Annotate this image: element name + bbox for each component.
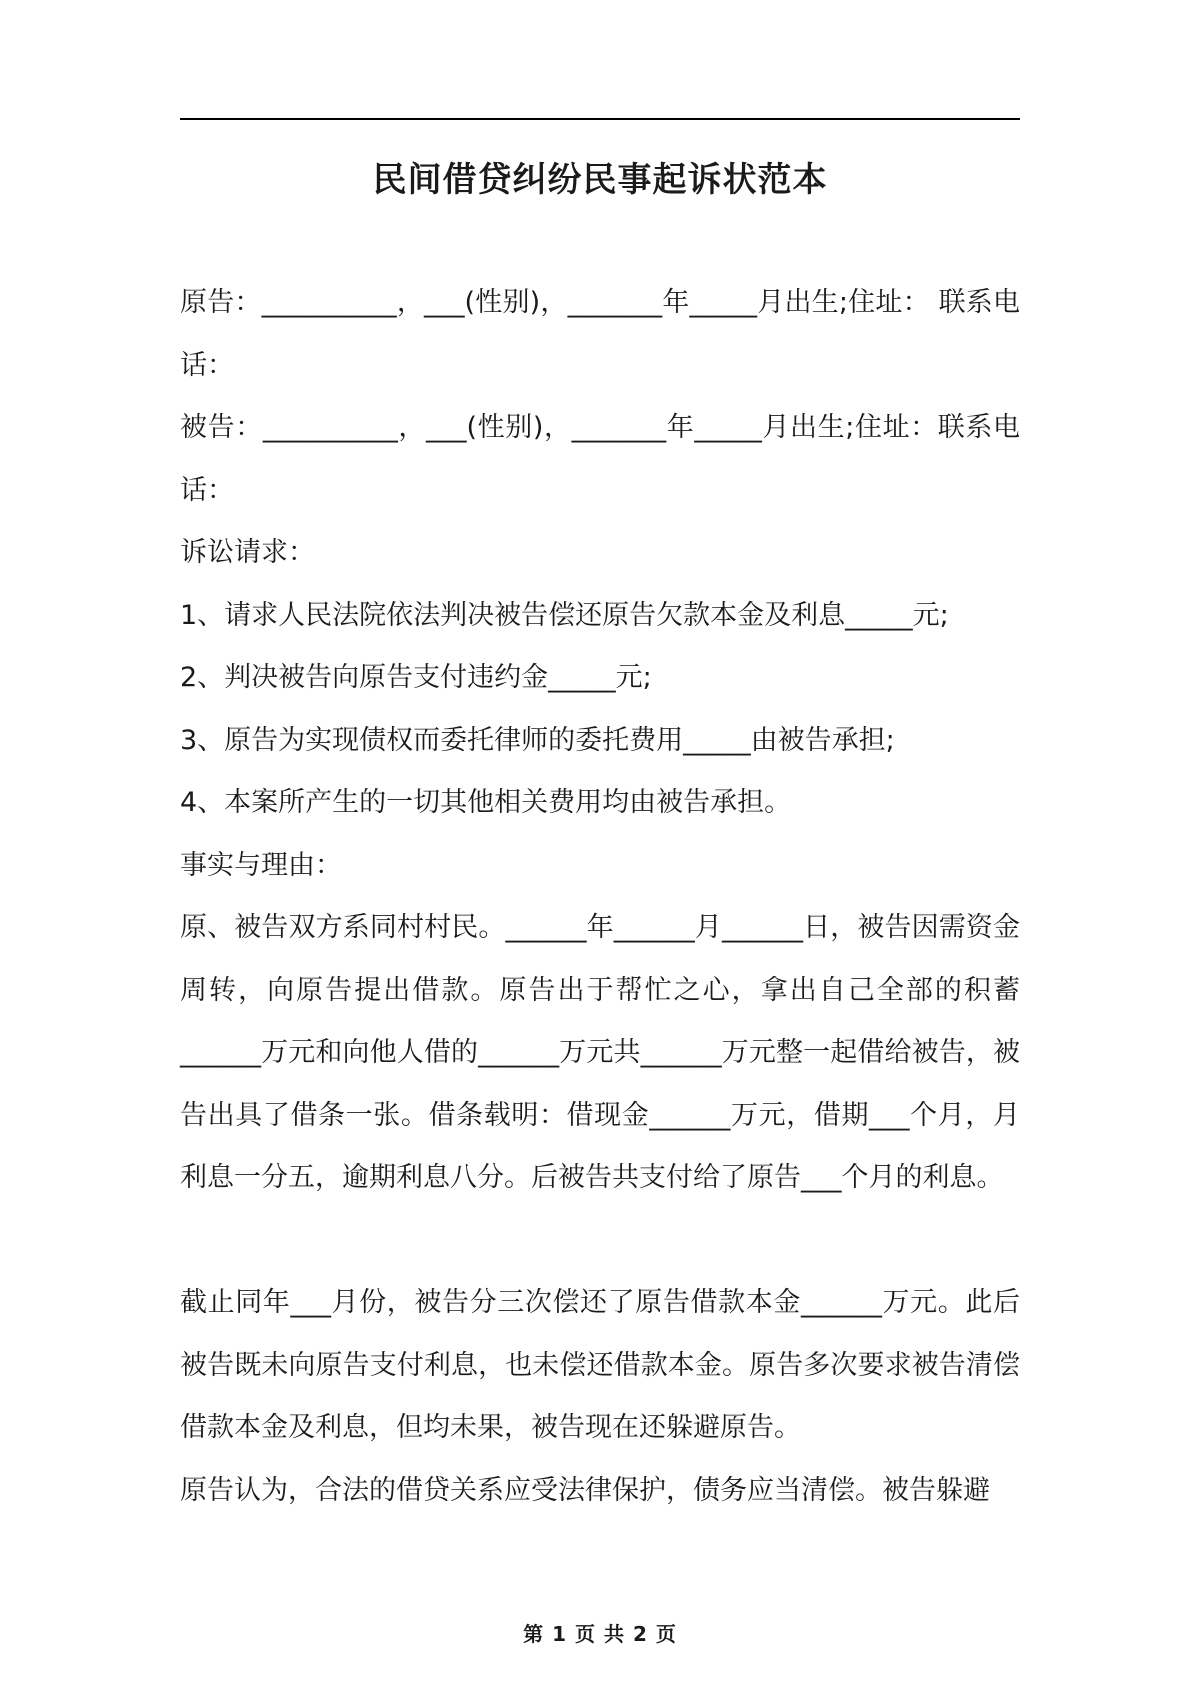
- header-rule: [180, 118, 1020, 120]
- document-body: [180, 272, 1020, 1522]
- facts-paragraph-3: 原告认为，合法的借贷关系应受法律保护，债务应当清偿。被告躲避: [180, 1474, 990, 1506]
- claim-item-3: 3、原告为实现债权而委托律师的委托费用_____由被告承担;: [180, 724, 895, 756]
- claim-item-1: 1、请求人民法院依法判决被告偿还原告欠款本金及利息_____元;: [180, 599, 949, 631]
- facts-paragraph-1: 原、被告双方系同村村民。______年______月______日，被告因需资金周转，向原告提出借款。原告出于帮忙之心，拿出自己全部的积蓄______万元和向他人借的______万元共______万元整一起借给被告，被告出具了借条一张。借条载明：借现金______万元，借期___个月，月利息一分五，逾期利息八分。后被告共支付给了原告___个月的利息。: [180, 912, 1020, 1193]
- claim-item-4: 4、本案所产生的一切其他相关费用均由被告承担。: [180, 787, 792, 818]
- claim-item-2: 2、判决被告向原告支付违约金_____元;: [180, 662, 652, 693]
- document-title: 民间借贷纠纷民事起诉状范本: [372, 160, 828, 200]
- facts-heading: 事实与理由：: [180, 849, 342, 881]
- plaintiff-paragraph: 原告：__________，___(性别)，_______年_____月出生;住址： 联系电话：: [180, 287, 1020, 381]
- page-number: 第 1 页 共 2 页: [523, 1622, 677, 1646]
- facts-paragraph-2: 截止同年___月份，被告分三次偿还了原告借款本金______万元。此后被告既未向原告支付利息，也未偿还借款本金。原告多次要求被告清偿借款本金及利息，但均未果，被告现在还躲避原告。: [180, 1287, 1020, 1443]
- defendant-paragraph: 被告：__________，___(性别)，_______年_____月出生;住址：联系电话：: [180, 412, 1020, 506]
- claims-heading: 诉讼请求：: [180, 537, 315, 568]
